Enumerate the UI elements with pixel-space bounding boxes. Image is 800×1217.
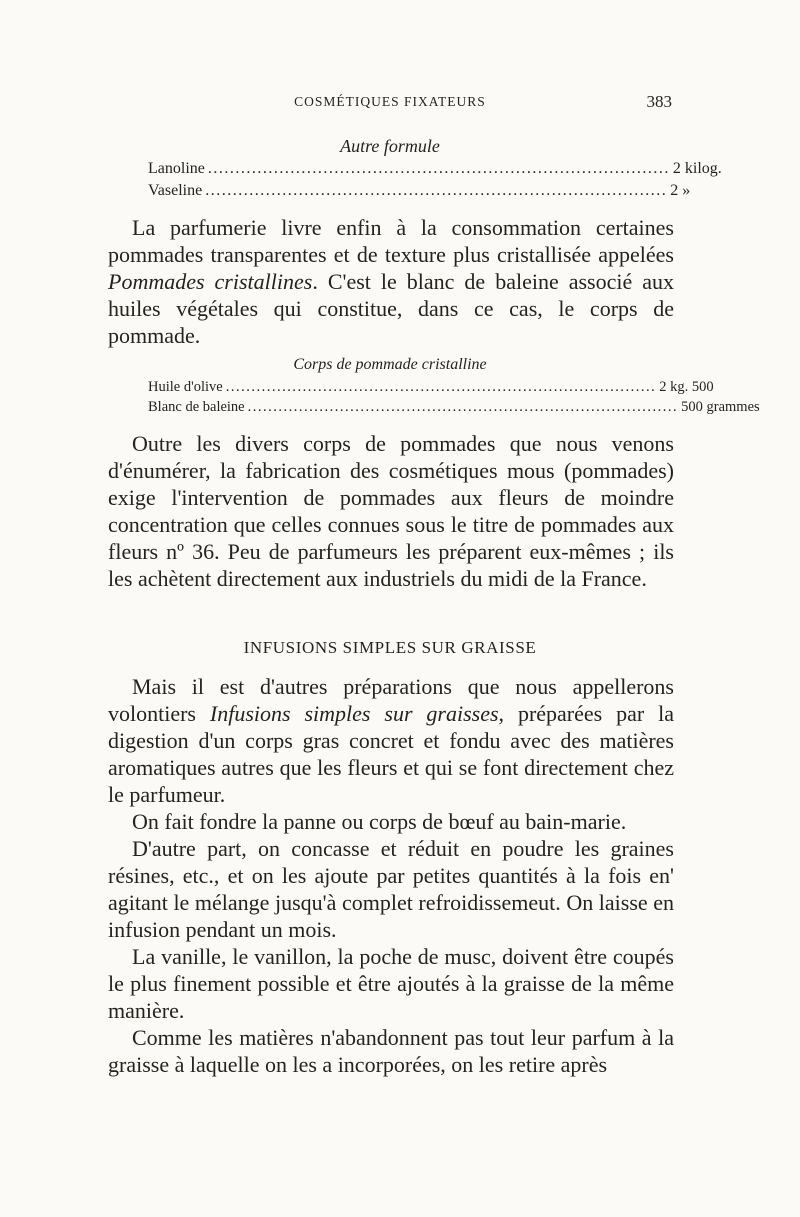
recipe-title-autre-formule: Autre formule (340, 136, 440, 156)
ingredient-quantity: 500 grammes (681, 399, 760, 415)
dot-leader: .................................................................................... (225, 379, 657, 395)
ingredient-name: Blanc de baleine (148, 399, 245, 415)
paragraph-text: , préparées par la digestion d'un corps gras concret et fondu avec des matières aromatiques autres que les fleurs et qui se font directement chez le parfumeur. (108, 701, 674, 807)
paragraph-pommades-aux-fleurs (108, 430, 674, 592)
paragraph-text: Outre les divers corps de pommades que nous venons d'énumérer, la fabrication des cosmétiques mous (pommades) exige l'intervention de pommades aux fleurs de moindre concentration que celles connues sous le titre de pommades aux fleurs nº 36. Peu de parfumeurs les préparent eux-mêmes ; ils les achètent directement aux industriels du midi de la France. (108, 431, 674, 591)
emphasis-term: Pommades cristallines (108, 269, 313, 294)
paragraph-pommades-cristallines (108, 214, 674, 349)
paragraph-infusions-intro (108, 673, 674, 808)
section-heading: INFUSIONS SIMPLES SUR GRAISSE (243, 638, 537, 657)
ingredient-quantity: 2 » (670, 182, 691, 199)
paragraph-text: Comme les matières n'abandonnent pas tout leur parfum à la graisse à laquelle on les a incorporées, on les retire après (108, 1025, 674, 1077)
ingredient-quantity: 2 kilog. (672, 160, 722, 177)
recipe-row-blanc-baleine (148, 399, 760, 416)
paragraph-text: La parfumerie livre enfin à la consommation certaines pommades transparentes et de texture plus cristallisée appelées (108, 215, 674, 267)
paragraph-text: On fait fondre la panne ou corps de bœuf au bain-marie. (132, 809, 627, 834)
recipe-row-huile-olive (148, 379, 714, 396)
recipe-title-corps-cristalline: Corps de pommade cristalline (293, 356, 487, 373)
paragraph-concasser (108, 835, 674, 943)
dot-leader: .................................................................................... (205, 182, 668, 199)
ingredient-name: Lanoline (148, 160, 205, 177)
paragraph-text: La vanille, le vanillon, la poche de musc, doivent être coupés le plus finement possible et être ajoutés à la graisse de la même manière. (108, 944, 674, 1023)
ingredient-quantity: 2 kg. 500 (659, 379, 714, 395)
ingredient-name: Vaseline (148, 182, 203, 199)
ingredient-name: Huile d'olive (148, 379, 223, 395)
dot-leader: .................................................................................... (207, 160, 670, 177)
dot-leader: .................................................................................... (247, 399, 679, 415)
paragraph-text: Mais il est d'autres préparations que nous appellerons volontiers (108, 674, 674, 726)
paragraph-text: D'autre part, on concasse et réduit en poudre les graines résines, etc., et on les ajoute par petites quantités à la fois en' agitant le mélange jusqu'à complet refroidissemeut. On laisse en infusion pendant un mois. (108, 836, 674, 942)
recipe-row-vaseline (148, 182, 691, 200)
paragraph-fondre-panne (108, 808, 674, 835)
paragraph-matieres (108, 1024, 674, 1078)
page-header (108, 92, 672, 114)
emphasis-term: Infusions simples sur graisses (209, 701, 499, 726)
running-title: COSMÉTIQUES FIXATEURS (294, 94, 486, 109)
paragraph-vanille (108, 943, 674, 1024)
page-number: 383 (646, 92, 672, 111)
recipe-row-lanoline (148, 160, 722, 178)
paragraph-text: . C'est le blanc de baleine associé aux huiles végétales qui constitue, dans ce cas, le corps de pommade. (108, 269, 674, 348)
